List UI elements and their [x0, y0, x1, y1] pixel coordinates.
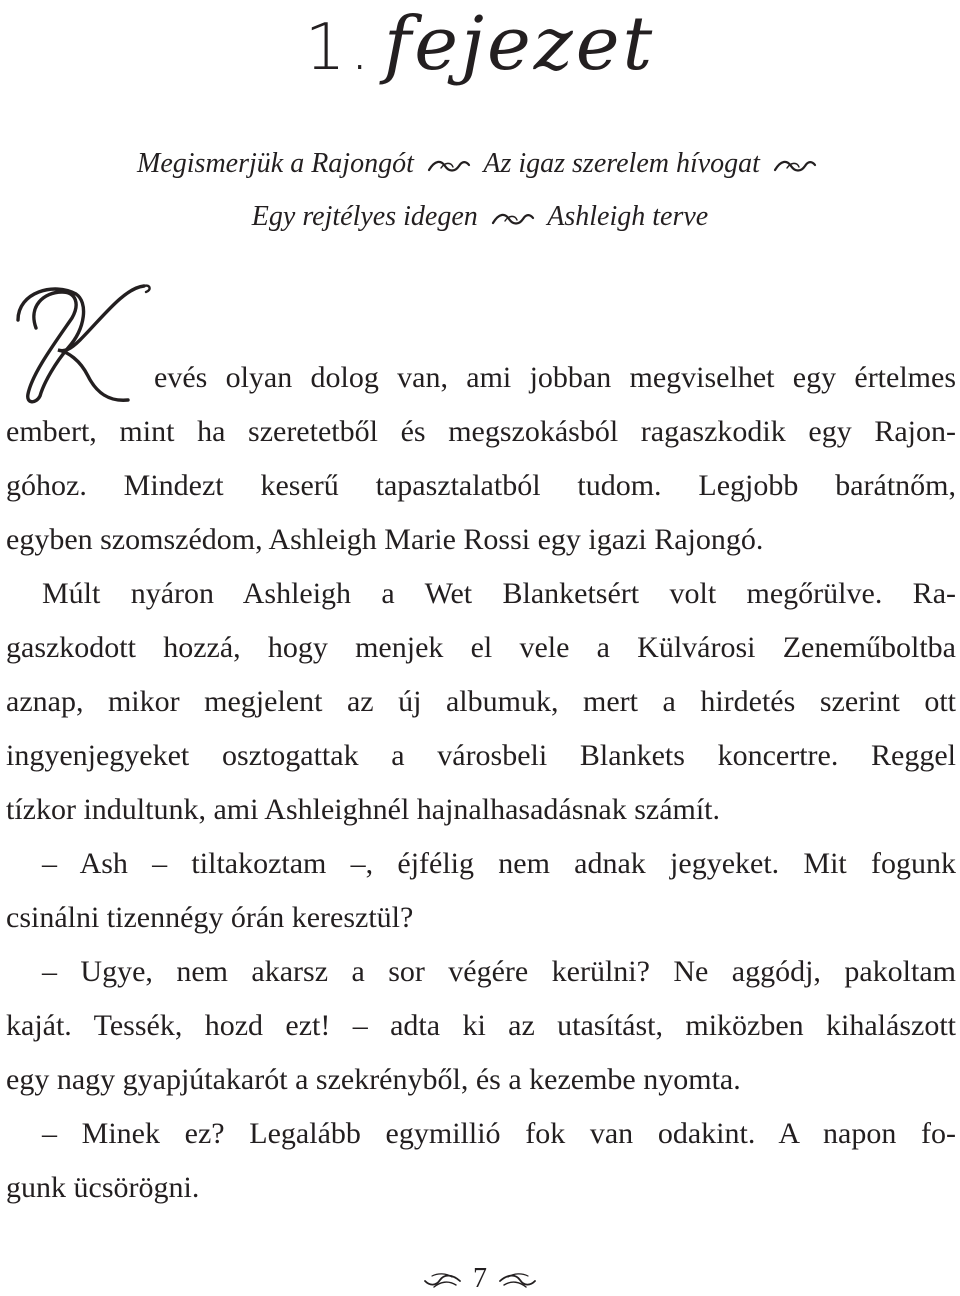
- body-text-line: – Minek ez? Legalább egymillió fok van odakint. A napon fo-: [42, 1117, 956, 1150]
- chapter-number: 1.: [304, 11, 374, 85]
- drop-cap-k-script: [6, 278, 156, 408]
- body-text-line: embert, mint ha szeretetből és megszokásból ragaszkodik egy Rajon-: [6, 415, 956, 448]
- summary-item: Ashleigh terve: [547, 201, 709, 232]
- flourish-ornament-icon: [427, 158, 471, 174]
- body-text-line: tízkor indultunk, ami Ashleighnél hajnalhasadásnak számít.: [6, 793, 721, 826]
- body-text-line: góhoz. Mindezt keserű tapasztalatból tudom. Legjobb barátnőm,: [6, 469, 956, 502]
- body-text-line: egy nagy gyapjútakarót a szekrényből, és a kezembe nyomta.: [6, 1063, 741, 1096]
- body-text-line: aznap, mikor megjelent az új albumuk, mert a hirdetés szerint ott: [6, 685, 956, 718]
- right-flourish-icon: [498, 1272, 538, 1290]
- body-text-line: kaját. Tessék, hozd ezt! – adta ki az utasítást, miközben kihalászott: [6, 1009, 956, 1042]
- body-text-line: csinálni tizennégy órán keresztül?: [6, 901, 414, 934]
- body-text-line: gaszkodott hozzá, hogy menjek el vele a Külvárosi Zeneműboltba: [6, 631, 956, 664]
- summary-item: Az igaz szerelem hívogat: [483, 148, 760, 179]
- summary-item: Megismerjük a Rajongót: [137, 148, 414, 179]
- body-text-line: gunk ücsörögni.: [6, 1171, 200, 1204]
- chapter-summary-line-2: [0, 199, 960, 235]
- body-text-line: – Ash – tiltakoztam –, éjfélig nem adnak jegyeket. Mit fogunk: [42, 847, 956, 880]
- body-text-line: ingyenjegyeket osztogattak a városbeli Blankets koncertre. Reggel: [6, 739, 956, 772]
- chapter-title: [0, 0, 960, 88]
- body-text-line: – Ugye, nem akarsz a sor végére kerülni? Ne aggódj, pakoltam: [42, 955, 956, 988]
- chapter-summary-line-1: [0, 146, 960, 182]
- flourish-ornament-icon: [491, 211, 535, 227]
- page-footer: [0, 1262, 960, 1296]
- flourish-ornament-icon: [773, 158, 817, 174]
- body-text-line: evés olyan dolog van, ami jobban megviselhet egy értelmes: [154, 361, 956, 394]
- left-flourish-icon: [422, 1272, 462, 1290]
- body-text-line: egyben szomszédom, Ashleigh Marie Rossi egy igazi Rajongó.: [6, 523, 764, 556]
- page-number: 7: [473, 1263, 487, 1294]
- body-text-line: Múlt nyáron Ashleigh a Wet Blanketsért volt megőrülve. Ra-: [42, 577, 956, 610]
- chapter-word: fejezet: [383, 1, 656, 87]
- summary-item: Egy rejtélyes idegen: [251, 201, 478, 232]
